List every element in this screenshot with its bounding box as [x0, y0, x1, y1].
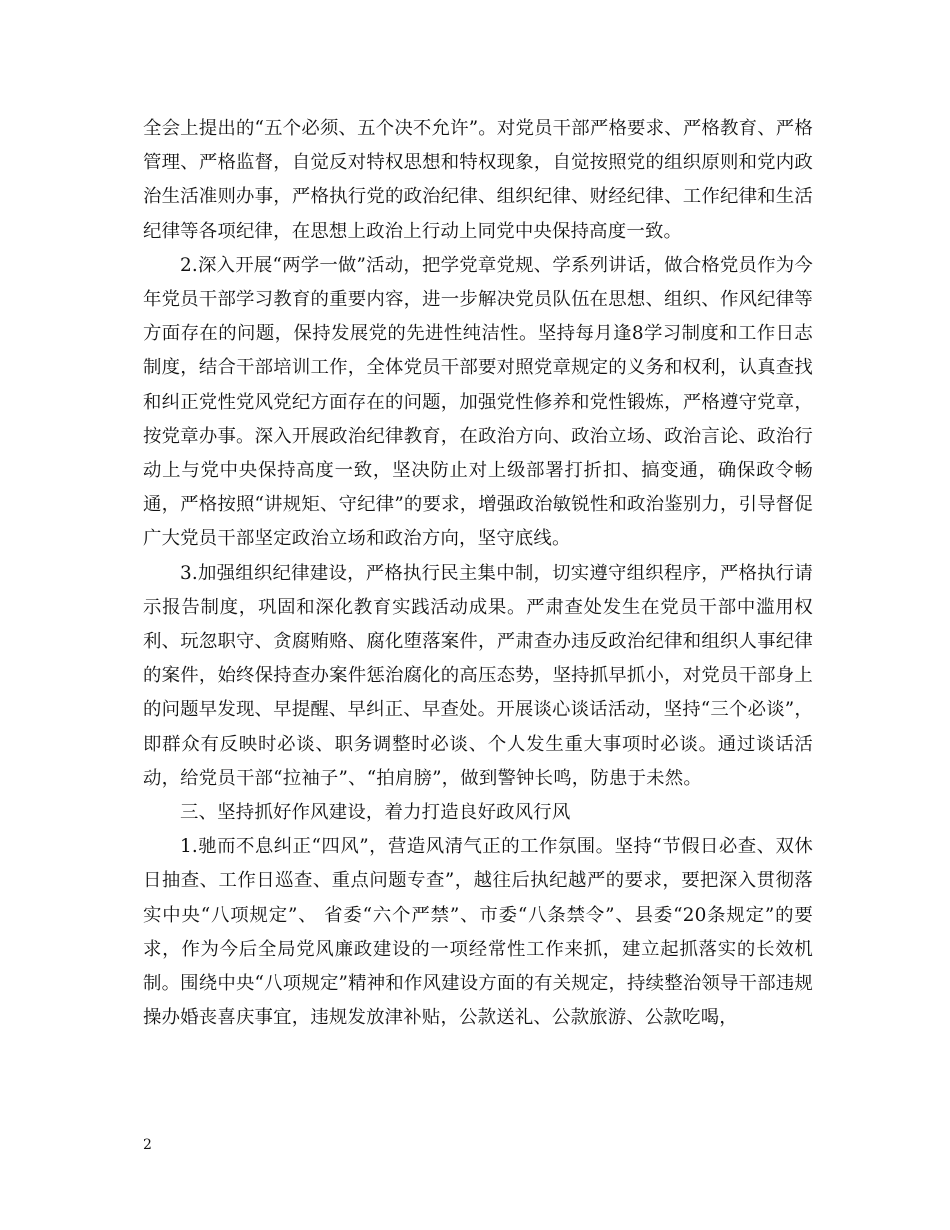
- paragraph-1: 全会上提出的“五个必须、五个决不允许”。对党员干部严格要求、严格教育、严格管理、严格监督，自觉反对特权思想和特权现象，自觉按照党的组织原则和党内政治生活准则办事，严格执行党的政治纪律、组织纪律、财经纪律、工作纪律和生活纪律等各项纪律，在思想上政治上行动上同党中央保持高度一致。: [143, 118, 813, 242]
- paragraph-4: 1.驰而不息纠正“四风”，营造风清气正的工作氛围。坚持“节假日必查、双休日抽查、工作日巡查、重点问题专查”，越往后执纪越严的要求，要把深入贯彻落实中央“八项规定”、 省委“六个严禁”、市委“八条禁令”、县委“20条规定”的要求，作为今后全局党风廉政建设的一项经常性工作来抓，建立起抓落实的长效机制。围绕中央“八项规定”精神和作风建设方面的有关规定，持续整治领导干部违规操办婚丧喜庆事宜，违规发放津补贴，公款送礼、公款旅游、公款吃喝，: [143, 836, 813, 1029]
- paragraph-3: 3.加强组织纪律建设，严格执行民主集中制，切实遵守组织程序，严格执行请示报告制度，巩固和深化教育实践活动成果。严肃查处发生在党员干部中滥用权利、玩忽职守、贪腐贿赂、腐化堕落案件，严肃查办违反政治纪律和组织人事纪律的案件，始终保持查办案件惩治腐化的高压态势，坚持抓早抓小，对党员干部身上的问题早发现、早提醒、早纠正、早查处。开展谈心谈话活动，坚持“三个必谈”，即群众有反映时必谈、职务调整时必谈、个人发生重大事项时必谈。通过谈话活动，给党员干部“拉袖子”、“拍肩膀”，做到警钟长鸣，防患于未然。: [143, 562, 813, 789]
- page-number: 2: [143, 1137, 152, 1153]
- document-body: [143, 112, 813, 1035]
- paragraph-2: 2.深入开展“两学一做”活动，把学党章党规、学系列讲话，做合格党员作为今年党员干部学习教育的重要内容，进一步解决党员队伍在思想、组织、作风纪律等方面存在的问题，保持发展党的先进性纯洁性。坚持每月逢8学习制度和工作日志制度，结合干部培训工作，全体党员干部要对照党章规定的义务和权利，认真查找和纠正党性党风党纪方面存在的问题，加强党性修养和党性锻炼，严格遵守党章，按党章办事。深入开展政治纪律教育，在政治方向、政治立场、政治言论、政治行动上与党中央保持高度一致，坚决防止对上级部署打折扣、搞变通，确保政令畅通，严格按照“讲规矩、守纪律”的要求，增强政治敏锐性和政治鉴别力，引导督促广大党员干部坚定政治立场和政治方向，坚守底线。: [143, 254, 813, 550]
- section-heading: 三、坚持抓好作风建设，着力打造良好政风行风: [180, 802, 571, 824]
